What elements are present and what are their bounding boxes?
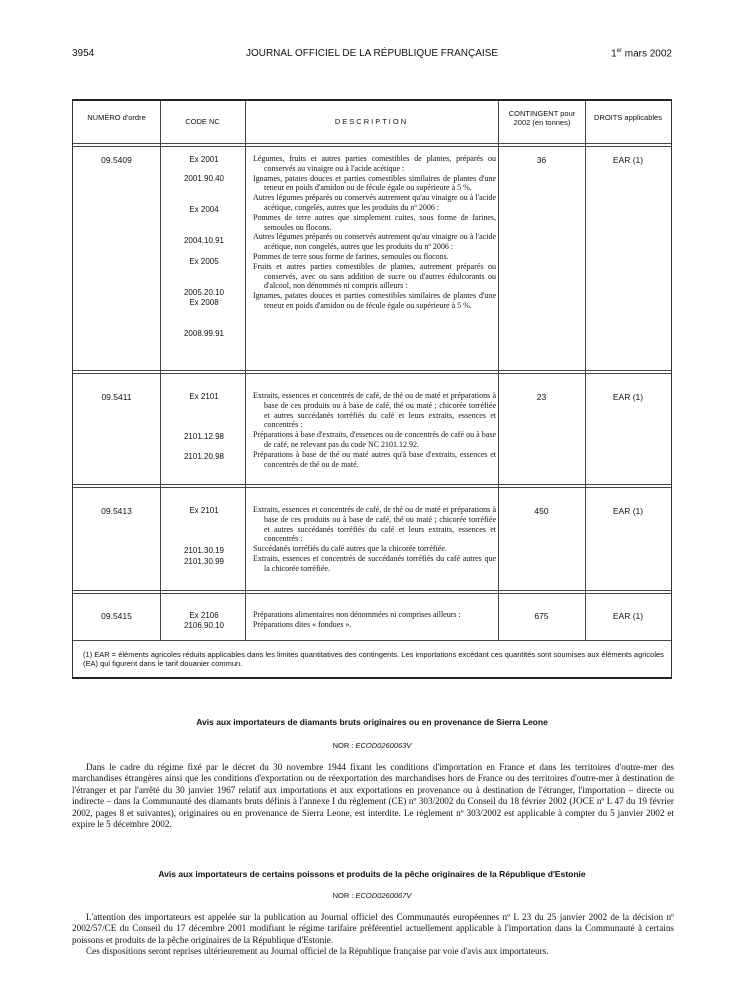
row-description: Extraits, essences et concentrés de café, de thé ou de maté et préparations à base de ces produits ou à base de café, thé ou maté ; chicorée torréfiée et autres succédanés torréfiés du café et leurs extraits, essences et concentrés : Préparations à base d'extraits, d'essences ou de concentrés de café ou à base de café, ne relevant pas du code NC 2101.12.92. Préparations à base de thé ou maté autres qu'à base d'extraits, essences et concentrés de thé ou de maté. — [253, 391, 496, 469]
code-nc: Ex 2001 — [189, 155, 219, 164]
header-code-nc: CODE NC — [185, 117, 220, 126]
code-nc: 2101.30.19 — [183, 546, 225, 555]
row-contingent: 36 — [536, 155, 547, 165]
code-nc: Ex 2008 — [189, 298, 219, 307]
notice-title: Avis aux importateurs de diamants bruts originaires ou en provenance de Sierra Leone — [196, 717, 548, 727]
header-droits: DROITS applicables — [594, 113, 662, 122]
row-droits: EAR (1) — [612, 611, 644, 621]
nor-reference: NOR : ECOD0260063V — [332, 741, 412, 750]
row-numero: 09.5415 — [101, 611, 132, 621]
table-footnote: (1) EAR = éléments agricoles réduits applicables dans les limites quantitatives des contingents. Les importations excédant ces quantités sont soumises aux éléments agricoles (EA) qui figurent dans le tarif douanier commun. — [83, 650, 664, 668]
page-number: 3954 — [72, 48, 95, 59]
code-nc: 2101.20.98 — [183, 452, 225, 461]
row-numero: 09.5413 — [101, 506, 132, 516]
code-nc: Ex 2005 — [189, 257, 219, 266]
row-numero: 09.5411 — [101, 392, 132, 402]
code-nc: Ex 2004 — [189, 205, 219, 214]
notice-body: Dans le cadre du régime fixé par le décret du 30 novembre 1944 fixant les conditions d'importation en France et dans les territoires d'outre-mer des marchandises étrangères ainsi que les conditions d'exportation ou de réexportation des marchandises hors de France ou des territoires d'outre-mer à destination de l'étranger et par l'arrêté du 30 janvier 1967 relatif aux importations et aux exportations en provenance ou à destination de l'étranger, l'importation – directe ou indirecte – dans la Communauté des diamants bruts définis à l'annexe I du règlement (CE) nº 303/2002 du Conseil du 18 février 2002 (JOCE nº L 47 du 19 février 2002, pages 8 et suivantes), originaires ou en provenance de Sierra Leone, est interdite. Le règlement nº 303/2002 est applicable à compter du 5 janvier 2002 et expire le 5 décembre 2002. — [72, 762, 674, 830]
code-nc: Ex 2106 — [189, 611, 219, 620]
row-droits: EAR (1) — [612, 155, 644, 165]
journal-title: JOURNAL OFFICIEL DE LA RÉPUBLIQUE FRANÇAISE — [245, 48, 499, 59]
row-description: Extraits, essences et concentrés de café, de thé ou de maté et préparations à base de ces produits ou à base de café, thé ou maté ; chicorée torréfiée et autres succédanés torréfiés du café et leurs extraits, essences et concentrés : Succédanés torréfiés du café autres que la chicorée torréfiée. Extraits, essences et concentrés de succédanés torréfiés du café autres que la chicorée torréfiée. — [253, 505, 496, 573]
nor-reference: NOR : ECOD0260067V — [332, 891, 412, 900]
code-nc: 2101.12.98 — [183, 432, 225, 441]
code-nc: 2106.90.10 — [183, 621, 225, 630]
header-contingent: CONTINGENT pour 2002 (en tonnes) — [508, 109, 576, 127]
row-droits: EAR (1) — [612, 506, 644, 516]
row-numero: 09.5409 — [101, 155, 132, 165]
header-description: DESCRIPTION — [334, 117, 409, 126]
header-numero: NUMÉRO d'ordre — [87, 113, 146, 122]
row-description: Préparations alimentaires non dénommées ni comprises ailleurs : Préparations dites « fondues ». — [253, 610, 461, 629]
row-droits: EAR (1) — [612, 392, 644, 402]
code-nc: 2001.90.40 — [183, 174, 225, 183]
notice-body: L'attention des importateurs est appelée sur la publication au Journal officiel des Communautés européennes nº L 23 du 25 janvier 2002 de la décision nº 2002/57/CE du Conseil du 17 décembre 2001 modifiant le régime tarifaire préférentiel actuellement applicable à l'importation dans la Communauté à certains poissons et produits de la pêche originaires de la République d'Estonie. Ces dispositions seront reprises ultérieurement au Journal officiel de la République française par voie d'avis aux importateurs. — [72, 912, 674, 957]
issue-date: 1er mars 2002 — [611, 48, 672, 60]
row-contingent: 675 — [534, 611, 549, 621]
row-contingent: 23 — [536, 392, 547, 402]
code-nc: 2004.10.91 — [183, 236, 225, 245]
page-header — [72, 48, 672, 62]
notice-title: Avis aux importateurs de certains poissons et produits de la pêche originaires de la République d'Estonie — [158, 869, 586, 879]
quota-table — [72, 99, 672, 679]
code-nc: 2005.20.10 — [183, 288, 225, 297]
row-contingent: 450 — [534, 506, 549, 516]
code-nc: 2101.30.99 — [183, 557, 225, 566]
code-nc: Ex 2101 — [189, 506, 219, 515]
code-nc: 2008.99.91 — [183, 329, 225, 338]
row-description: Légumes, fruits et autres parties comestibles de plantes, préparés ou conservés au vinaigre ou à l'acide acétique : Ignames, patates douces et parties comestibles similaires de plantes d'une teneur en poids d'amidon ou de fécule égale ou supérieure à 5 %. Autres légumes préparés ou conservés autrement qu'au vinaigre ou à l'acide acétique, congelés, autres que les produits du nº 2006 : Pommes de terre autres que simplement cuites, sous forme de farines, semoules ou flocons. Autres légumes préparés ou conservés autrement qu'au vinaigre ou à l'acide acétique, non congelés, autres que les produits du nº 2006 : Pommes de terre sous forme de farines, semoules ou flocons. Fruits et autres parties comestibles de plantes, autrement préparés ou conservés, avec ou sans addition de sucre ou d'autres édulcorants ou d'alcool, non dénommés ni compris ailleurs : Ignames, patates douces et parties comestibles similaires de plantes d'une teneur en poids d'amidon ou de fécule égale ou supérieure à 5 %. — [253, 154, 496, 310]
code-nc: Ex 2101 — [189, 392, 219, 401]
